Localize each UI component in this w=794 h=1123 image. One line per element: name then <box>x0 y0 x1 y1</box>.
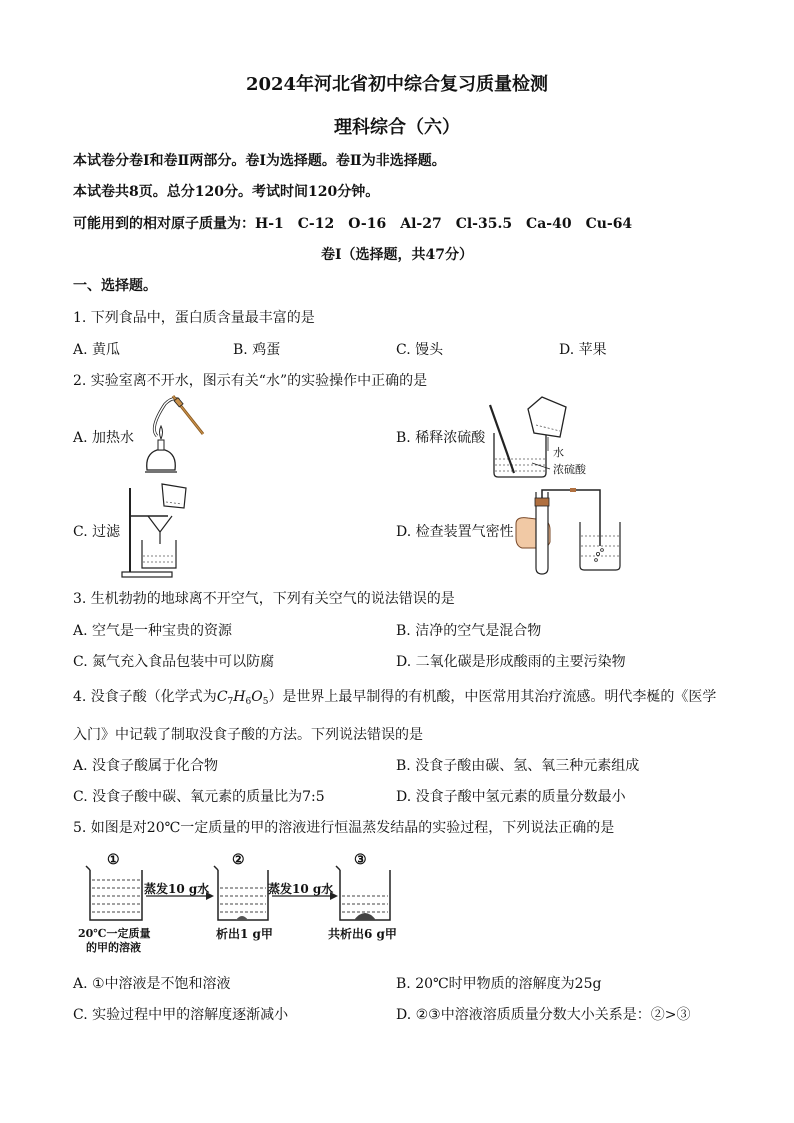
q5-option-b[interactable]: B. 20℃时甲物质的溶解度为25g <box>396 976 602 992</box>
q3-option-d[interactable]: D. 二氧化碳是形成酸雨的主要污染物 <box>396 654 626 670</box>
q1-option-a[interactable]: A. 黄瓜 <box>73 342 121 358</box>
q4-option-b[interactable]: B. 没食子酸由碳、氢、氧三种元素组成 <box>396 758 640 774</box>
beaker-3-caption: 共析出6 g甲 <box>328 927 397 941</box>
q2-option-d[interactable]: D. 检查装置气密性 <box>396 524 514 540</box>
section-header: 卷Ⅰ（选择题，共47分） <box>320 247 474 263</box>
airtight-check-diagram <box>514 486 626 578</box>
q4-option-d[interactable]: D. 没食子酸中氢元素的质量分数最小 <box>396 789 626 805</box>
label-water: 水 <box>553 446 564 459</box>
q3-option-b[interactable]: B. 洁净的空气是混合物 <box>396 623 542 639</box>
dilute-acid-diagram <box>484 393 606 481</box>
arrow-1-label: 蒸发10 g水 <box>144 882 210 896</box>
q2-option-a[interactable]: A. 加热水 <box>73 430 135 446</box>
q2-stem: 2. 实验室离不开水，图示有关“水”的实验操作中正确的是 <box>73 373 428 389</box>
beaker-2-caption: 析出1 g甲 <box>216 927 273 941</box>
q1-stem: 1. 下列食品中，蛋白质含量最丰富的是 <box>73 310 315 326</box>
beaker-1-number: ① <box>107 852 120 868</box>
q5-stem: 5. 如图是对20℃一定质量的甲的溶液进行恒温蒸发结晶的实验过程，下列说法正确的是 <box>73 820 615 836</box>
beaker-1-caption-a: 20℃一定质量 <box>78 927 151 940</box>
q1-option-c[interactable]: C. 馒头 <box>396 342 444 358</box>
q5-option-a[interactable]: A. ①中溶液是不饱和溶液 <box>73 976 231 992</box>
beaker-3-number: ③ <box>354 852 367 868</box>
page-subtitle: 理科综合（六） <box>334 117 460 138</box>
q3-stem: 3. 生机勃勃的地球离不开空气，下列有关空气的说法错误的是 <box>73 591 455 607</box>
heating-water-diagram <box>135 392 210 480</box>
info-line-2: 本试卷共8页。总分120分。考试时间120分钟。 <box>73 184 380 200</box>
arrow-2-label: 蒸发10 g水 <box>268 882 334 896</box>
q4-option-a[interactable]: A. 没食子酸属于化合物 <box>73 758 219 774</box>
q1-option-d[interactable]: D. 苹果 <box>559 342 607 358</box>
q2-option-c[interactable]: C. 过滤 <box>73 524 121 540</box>
label-acid: 浓硫酸 <box>553 463 586 476</box>
q2-option-b[interactable]: B. 稀释浓硫酸 <box>396 430 486 446</box>
page-title: 2024年河北省初中综合复习质量检测 <box>245 74 549 95</box>
q4-stem: 4. 没食子酸（化学式为$C_7H_6O_5$）是世界上最早制得的有机酸，中医常用其治疗流感。明代李梴的《医学 <box>73 689 717 707</box>
info-line-1: 本试卷分卷Ⅰ和卷Ⅱ两部分。卷Ⅰ为选择题。卷Ⅱ为非选择题。 <box>73 153 446 169</box>
q3-option-a[interactable]: A. 空气是一种宝贵的资源 <box>73 623 233 639</box>
beaker-1-caption-b: 的甲的溶液 <box>86 941 141 954</box>
q5-option-d[interactable]: D. ②③中溶液溶质质量分数大小关系是：②>③ <box>396 1007 691 1023</box>
q1-option-b[interactable]: B. 鸡蛋 <box>233 342 281 358</box>
beaker-2-number: ② <box>232 852 245 868</box>
filtration-diagram <box>120 480 195 580</box>
q4-stem-line-2: 入门》中记载了制取没食子酸的方法。下列说法错误的是 <box>73 727 423 743</box>
section-part: 一、选择题。 <box>73 278 157 294</box>
q3-option-c[interactable]: C. 氮气充入食品包装中可以防腐 <box>73 654 275 670</box>
q5-option-c[interactable]: C. 实验过程中甲的溶解度逐渐减小 <box>73 1007 289 1023</box>
q4-option-c[interactable]: C. 没食子酸中碳、氧元素的质量比为7:5 <box>73 789 325 805</box>
info-line-3: 可能用到的相对原子质量为：H-1 C-12 O-16 Al-27 Cl-35.5 Ca-40 Cu-64 <box>73 216 633 232</box>
